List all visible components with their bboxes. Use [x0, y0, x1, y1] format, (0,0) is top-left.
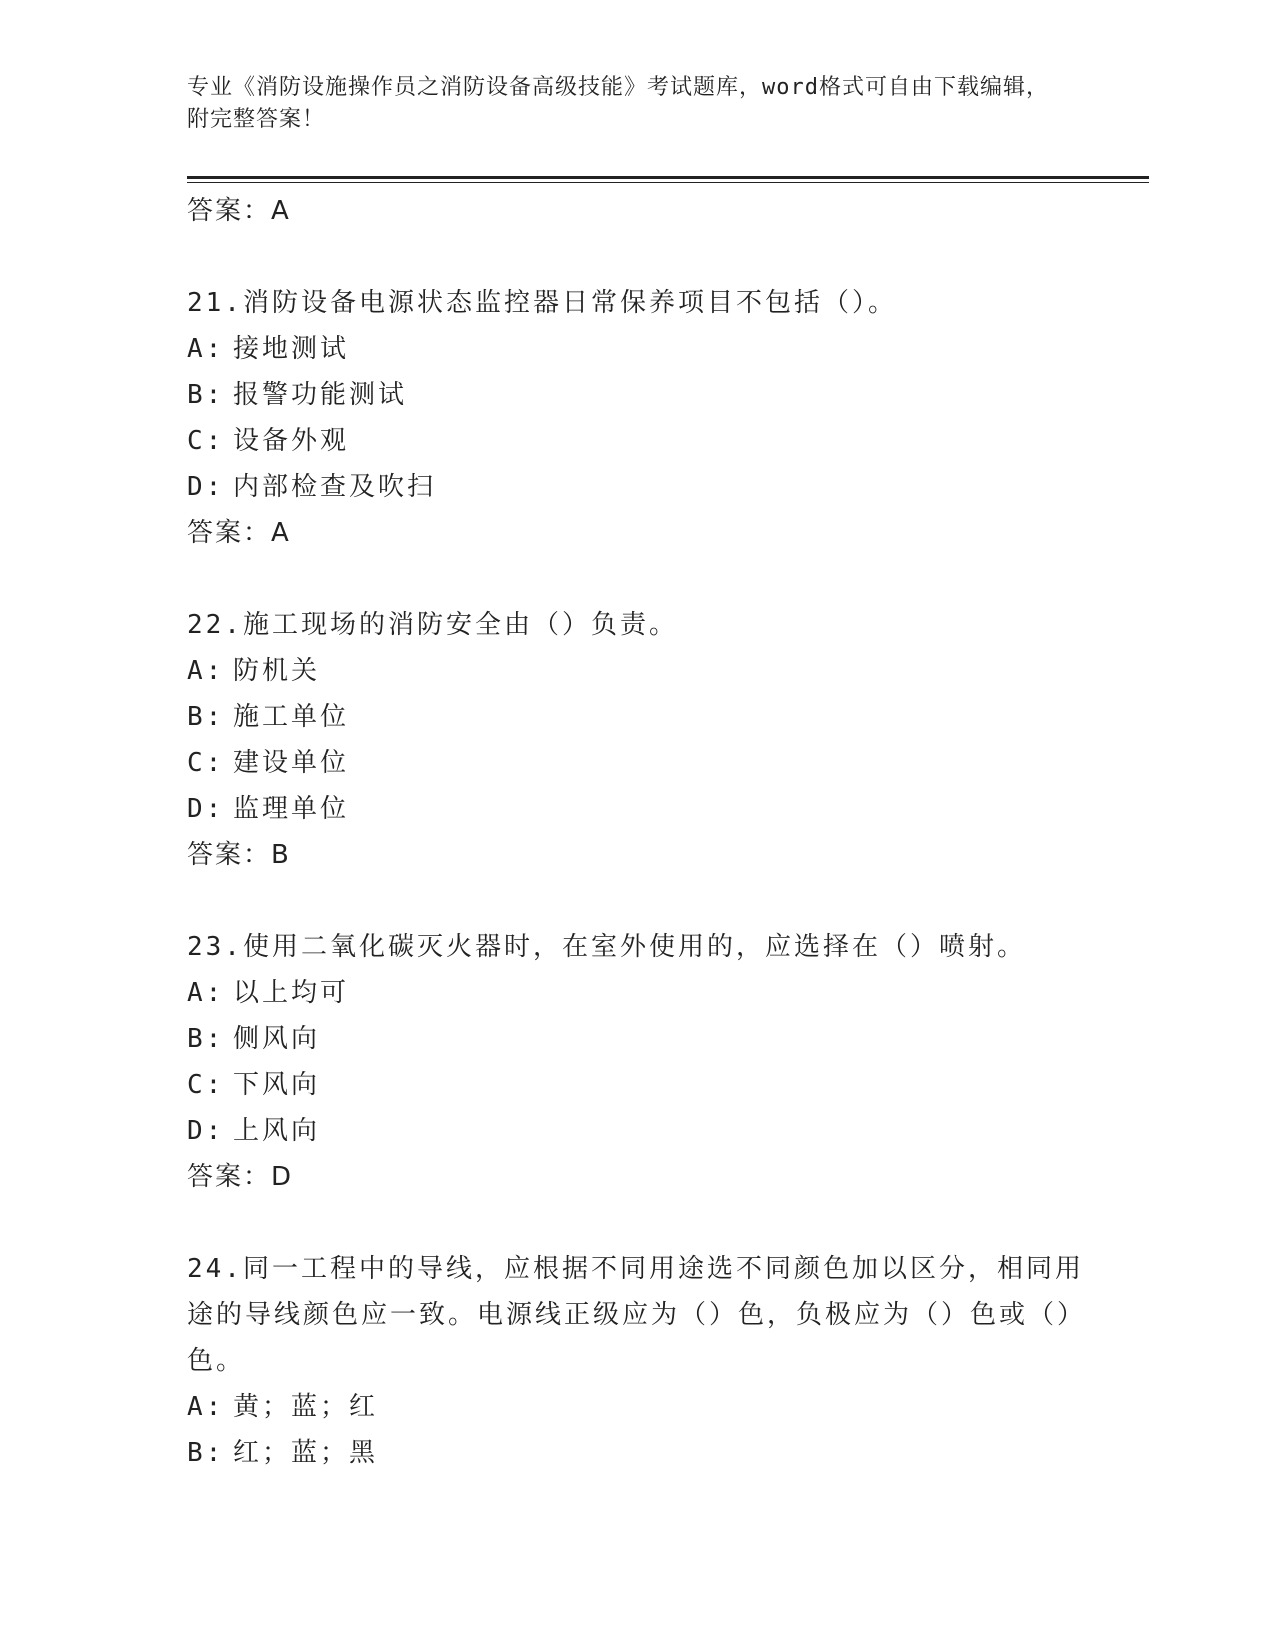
option-b: [187, 694, 1087, 740]
question-stem: 24.同一工程中的导线，应根据不同用途选不同颜色加以区分，相同用途的导线颜色应一致。电源线正级应为（）色，负极应为（）色或（）色。: [187, 1254, 1087, 1376]
question-block: [187, 602, 1087, 878]
answer-line: 答案：B: [187, 840, 291, 870]
option-text: 以上均可: [233, 978, 350, 1008]
option-text: 监理单位: [233, 794, 350, 824]
option-text: 设备外观: [233, 426, 350, 456]
option-text: 上风向: [233, 1116, 321, 1146]
option-letter: A:: [187, 334, 225, 364]
question-block: [187, 1246, 1087, 1476]
spacer: [187, 1200, 1087, 1246]
option-text: 黄；蓝；红: [233, 1392, 379, 1422]
option-a: [187, 326, 1087, 372]
option-text: 建设单位: [233, 748, 350, 778]
option-b: [187, 1430, 1087, 1476]
header-divider: [187, 176, 1149, 179]
option-letter: B:: [187, 1438, 225, 1468]
option-c: [187, 740, 1087, 786]
option-text: 内部检查及吹扫: [233, 472, 437, 502]
header-divider-thin: [187, 182, 1149, 183]
option-letter: B:: [187, 1024, 225, 1054]
option-text: 侧风向: [233, 1024, 321, 1054]
option-d: [187, 464, 1087, 510]
option-d: [187, 786, 1087, 832]
spacer: [187, 878, 1087, 924]
answer-line: 答案：D: [187, 1162, 294, 1192]
option-letter: A:: [187, 978, 225, 1008]
option-letter: D:: [187, 1116, 225, 1146]
option-letter: C:: [187, 426, 225, 456]
option-letter: B:: [187, 702, 225, 732]
option-letter: C:: [187, 1070, 225, 1100]
option-a: [187, 970, 1087, 1016]
option-text: 红；蓝；黑: [233, 1438, 379, 1468]
option-c: [187, 1062, 1087, 1108]
question-stem: 23.使用二氧化碳灭火器时，在室外使用的，应选择在（）喷射。: [187, 932, 1026, 962]
option-letter: A:: [187, 656, 225, 686]
option-letter: D:: [187, 794, 225, 824]
spacer: [187, 556, 1087, 602]
question-block: [187, 924, 1087, 1200]
answer-line: 答案：A: [187, 518, 291, 548]
question-list: [187, 188, 1087, 1476]
option-text: 防机关: [233, 656, 321, 686]
option-letter: D:: [187, 472, 225, 502]
option-c: [187, 418, 1087, 464]
question-stem: 21.消防设备电源状态监控器日常保养项目不包括（）。: [187, 288, 897, 318]
option-text: 报警功能测试: [233, 380, 408, 410]
option-text: 下风向: [233, 1070, 321, 1100]
option-b: [187, 1016, 1087, 1062]
question-stem: 22.施工现场的消防安全由（）负责。: [187, 610, 678, 640]
spacer: [187, 234, 1087, 280]
option-a: [187, 1384, 1087, 1430]
option-text: 接地测试: [233, 334, 350, 364]
option-text: 施工单位: [233, 702, 350, 732]
answer-line: 答案：A: [187, 196, 291, 226]
document-header: 专业《消防设施操作员之消防设备高级技能》考试题库，word格式可自由下载编辑，附完整答案！: [187, 75, 1049, 132]
option-a: [187, 648, 1087, 694]
option-letter: A:: [187, 1392, 225, 1422]
option-letter: B:: [187, 380, 225, 410]
option-letter: C:: [187, 748, 225, 778]
option-d: [187, 1108, 1087, 1154]
option-b: [187, 372, 1087, 418]
question-block: [187, 280, 1087, 556]
